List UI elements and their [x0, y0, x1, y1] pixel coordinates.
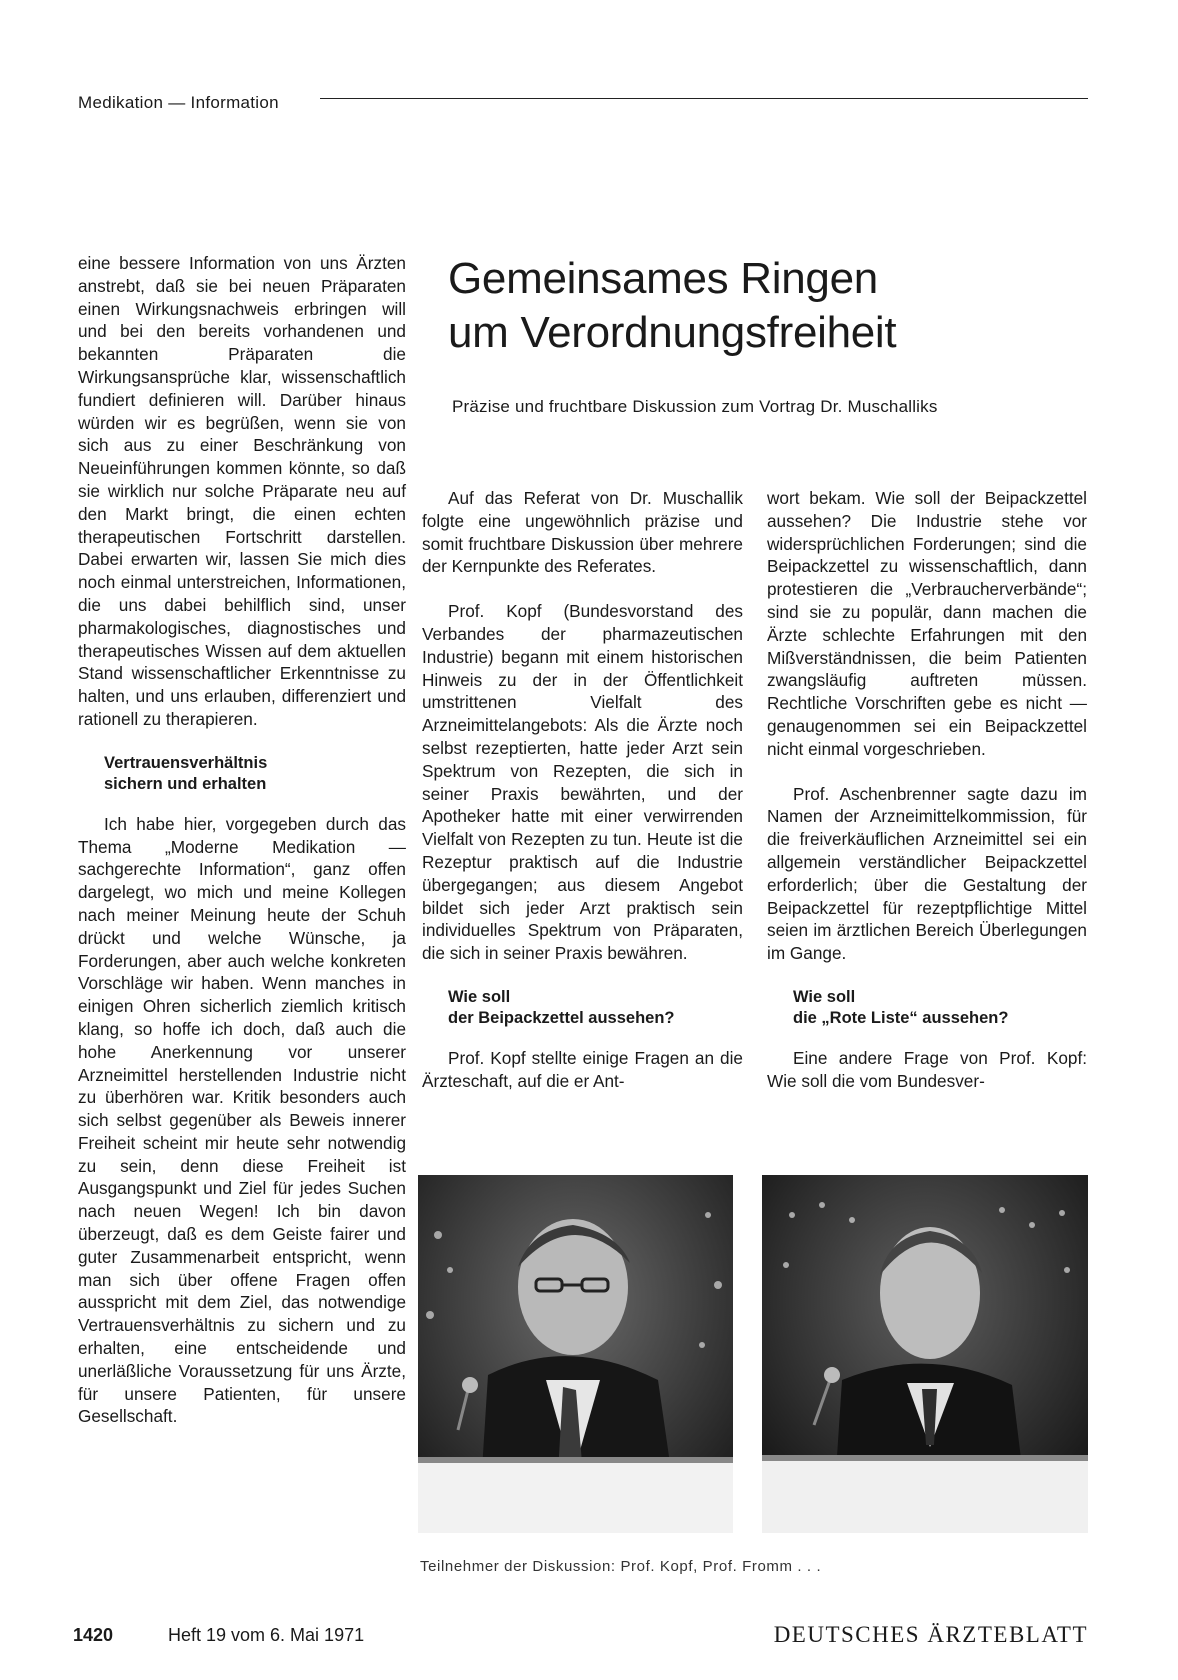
- left-column: [78, 252, 406, 1450]
- middle-column: [422, 487, 743, 1115]
- right-subheading-line2: die „Rote Liste“ aussehen?: [793, 1008, 1009, 1027]
- left-subheading-line1: Vertrauensverhältnis: [104, 753, 268, 772]
- left-subheading-line2: sichern und erhalten: [104, 774, 267, 793]
- page-number: 1420: [73, 1625, 114, 1645]
- right-paragraph-1: wort bekam. Wie soll der Beipackzettel aussehen? Die Industrie stehe vor widersprüchlichen Forderungen; sind die Beipackzettel zu wissenschaftlich, dann protestieren die „Verbraucherverbände“; sind sie zu populär, dann machen die Ärzte schlechte Erfahrungen mit den Mißverständnissen, die beim Patienten zwangsläufig auftreten müssen. Rechtliche Vorschriften gebe es nicht — genaugenommen sei ein Beipackzettel nicht einmal vorgeschrieben.: [767, 488, 1087, 759]
- middle-paragraph-2: Prof. Kopf (Bundesvorstand des Verbandes der pharmazeutischen Industrie) begann mit einem historischen Hinweis zu der in der Öffentlichkeit umstrittenen Vielfalt des Arzneimittelangebots: Als die Ärzte noch selbst rezeptierten, hatte jeder Arzt sein Spektrum von Rezepten, die sich in seiner Praxis bewährten, und der Apotheker hatte mit einer verwirrenden Vielfalt von Rezepten zu tun. Heute ist die Rezeptur praktisch auf die Industrie übergegangen; aus diesem Angebot bildet sich jeder Arzt praktisch sein individuelles Spektrum von Präparaten, die sich in seiner Praxis bewähren.: [422, 601, 743, 964]
- right-paragraph-3: Eine andere Frage von Prof. Kopf: Wie soll die vom Bundesver-: [767, 1047, 1087, 1091]
- right-column: [767, 487, 1087, 1115]
- photo-prof-fromm: [762, 1175, 1088, 1533]
- left-subheading: [104, 753, 406, 795]
- middle-subheading-line2: der Beipackzettel aussehen?: [448, 1008, 675, 1027]
- right-paragraph-2: Prof. Aschenbrenner sagte dazu im Namen der Arzneimittelkommission, für die freiverkäuflichen Arzneimittel sei ein allgemein verständlicher Beipackzettel erforderlich; über die Gestaltung der Beipackzettel für rezeptpflichtige Mittel seien im ärztlichen Bereich Überlegungen im Gange.: [767, 783, 1087, 964]
- article-subtitle: Präzise und fruchtbare Diskussion zum Vortrag Dr. Muschalliks: [452, 397, 938, 416]
- right-subheading-line1: Wie soll: [793, 987, 856, 1006]
- speaker-photo-illustration: [418, 1175, 733, 1533]
- right-subheading: [793, 987, 1087, 1029]
- left-paragraph-1: eine bessere Information von uns Ärzten anstrebt, daß sie bei neuen Präparaten einen Wirkungsnachweis erbringen will und bei den bereits vorhandenen und bekannten Präparaten die Wirkungsansprüche klar, wissenschaftlich fundiert definieren will. Darüber hinaus würden wir es begrüßen, wenn sie von sich aus zu einer Beschränkung von Neueinführungen kommen könnte, so daß sie wirklich nur solche Präparate neu auf den Markt bringt, die einen echten therapeutischen Fortschritt darstellen. Dabei erwarten wir, lassen Sie mich dies noch einmal unterstreichen, Informationen, die uns dabei behilflich sind, unser pharmakologisches, diagnostisches und therapeutisches Wissen auf dem aktuellen Stand wissenschaftlicher Erkenntnisse zu halten, und uns erlauben, differenziert und rationell zu therapieren.: [78, 253, 406, 729]
- photo-prof-kopf: [418, 1175, 733, 1533]
- journal-masthead: DEUTSCHES ÄRZTEBLATT: [773, 1622, 1088, 1647]
- title-line1: Gemeinsames Ringen: [448, 254, 878, 303]
- section-header: Medikation — Information: [78, 93, 279, 112]
- photo-caption: Teilnehmer der Diskussion: Prof. Kopf, Prof. Fromm . . .: [420, 1558, 822, 1575]
- title-line2: um Verordnungsfreiheit: [448, 308, 897, 357]
- issue-info: Heft 19 vom 6. Mai 1971: [168, 1625, 365, 1645]
- middle-subheading: [448, 987, 743, 1029]
- header-rule: [320, 98, 1088, 99]
- speaker-photo-illustration-2: [762, 1175, 1088, 1533]
- middle-paragraph-1: Auf das Referat von Dr. Muschallik folgte eine ungewöhnlich präzise und somit fruchtbare Diskussion über mehrere der Kernpunkte des Referates.: [422, 488, 743, 577]
- article-title: [448, 252, 1088, 360]
- middle-subheading-line1: Wie soll: [448, 987, 511, 1006]
- left-paragraph-2: Ich habe hier, vorgegeben durch das Thema „Moderne Medikation — sachgerechte Information“, ganz offen dargelegt, wo mich und meine Kollegen nach meiner Meinung heute der Schuh drückt und welche Wünsche, ja Forderungen, aber auch welche konkreten Vorschläge wir haben. Wenn manches in einigen Ohren sicherlich ziemlich kritisch klang, so hoffe ich doch, daß auch die hohe Anerkennung vor unserer Arzneimittel herstellenden Industrie nicht zu überhören war. Kritik besonders auch sich selbst gegenüber als Beweis innerer Freiheit scheint mir heute sehr notwendig zu sein, denn diese Freiheit ist Ausgangspunkt und Ziel für jedes Suchen nach neuen Wegen! Ich bin davon überzeugt, daß es dem Geiste fairer und guter Zusammenarbeit entspricht, wenn man sich über offene Fragen offen ausspricht mit dem Ziel, das notwendige Vertrauensverhältnis zu sichern und zu erhalten, eine entscheidende und unerläßliche Voraussetzung für uns Ärzte, für unsere Patienten, für unsere Gesellschaft.: [78, 813, 406, 1427]
- middle-paragraph-3: Prof. Kopf stellte einige Fragen an die Ärzteschaft, auf die er Ant-: [422, 1047, 743, 1091]
